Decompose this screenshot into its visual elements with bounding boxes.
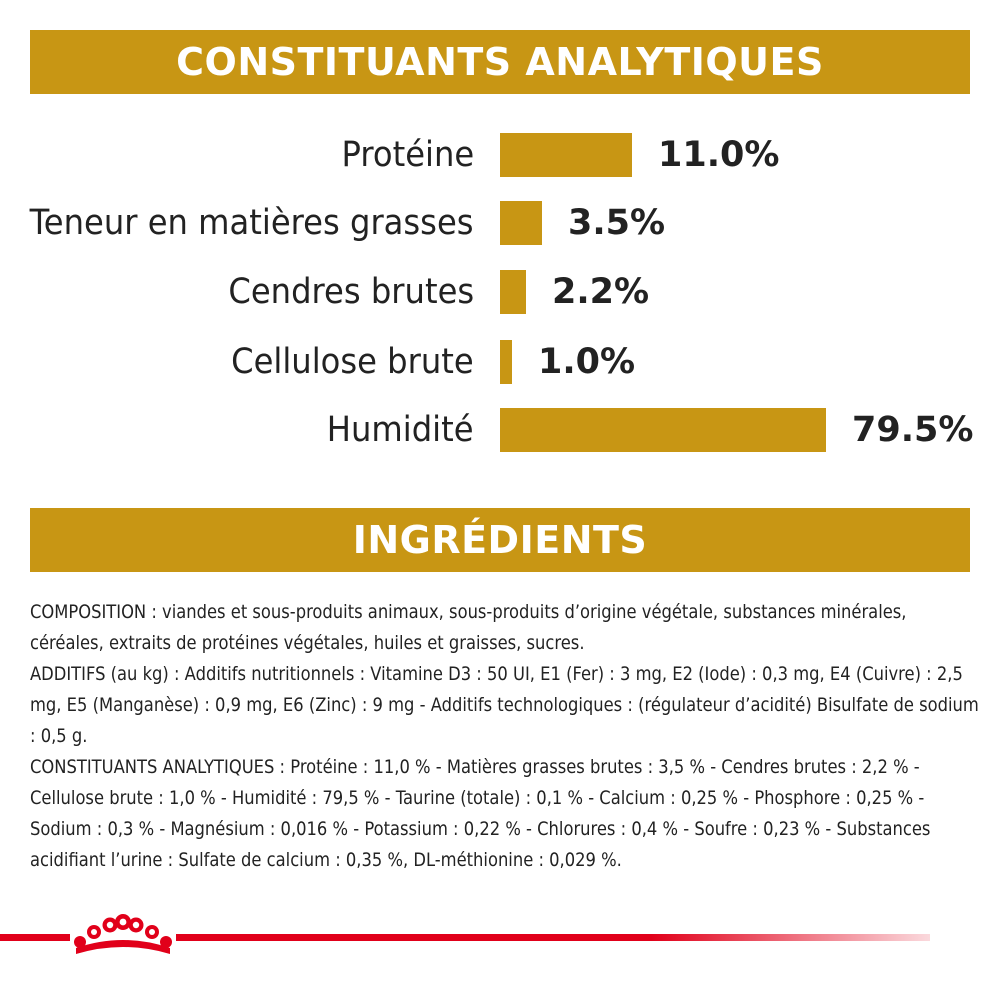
nutrient-bar [500,270,526,314]
nutrient-label: Cendres brutes [228,272,474,312]
crown-logo-icon [70,912,176,962]
nutrient-bar [500,133,632,177]
nutrient-value: 3.5% [568,203,666,243]
nutrient-value: 2.2% [552,272,650,312]
nutrient-row [0,133,1000,177]
nutrient-label: Protéine [341,135,474,175]
ingredients-banner: INGRÉDIENTS [30,508,970,572]
nutrient-row [0,408,1000,452]
nutrient-value: 11.0% [658,135,780,175]
nutrient-value: 79.5% [852,410,974,450]
nutrient-row [0,340,1000,384]
nutrient-label: Humidité [327,410,474,450]
nutrient-row [0,270,1000,314]
nutrient-bar [500,201,542,245]
composition-paragraph: COMPOSITION : viandes et sous-produits animaux, sous-produits d’origine végétale, substances minérales, céréales, extraits de protéines végétales, huiles et graisses, sucres. [30,601,907,654]
nutrient-label: Cellulose brute [231,342,474,382]
nutrient-label: Teneur en matières grasses [30,203,474,243]
analytic-constituents-paragraph: CONSTITUANTS ANALYTIQUES : Protéine : 11,0 % - Matières grasses brutes : 3,5 % - Cendres brutes : 2,2 % - Cellulose brute : 1,0 % - Humidité : 79,5 % - Taurine (totale) : 0,1 % - Calcium : 0,25 % - Phosphore : 0,25 % - Sodium : 0,3 % - Magnésium : 0,016 % - Potassium : 0,22 % - Chlorures : 0,4 % - Soufre : 0,23 % - Substances acidifiant l’urine : Sulfate de calcium : 0,35 %, DL-méthionine : 0,029 %. [30,756,931,871]
analytic-constituents-banner: CONSTITUANTS ANALYTIQUES [30,30,970,94]
nutrient-value: 1.0% [538,342,636,382]
nutrient-row [0,201,1000,245]
additives-paragraph: ADDITIFS (au kg) : Additifs nutritionnels : Vitamine D3 : 50 UI, E1 (Fer) : 3 mg, E2 (Iode) : 0,3 mg, E4 (Cuivre) : 2,5 mg, E5 (Manganèse) : 0,9 mg, E6 (Zinc) : 9 mg - Additifs technologiques : (régulateur d’acidité) Bisulfate de sodium : 0,5 g. [30,663,979,747]
nutrient-bar [500,408,826,452]
ingredients-text [30,597,980,876]
nutrient-bar [500,340,512,384]
